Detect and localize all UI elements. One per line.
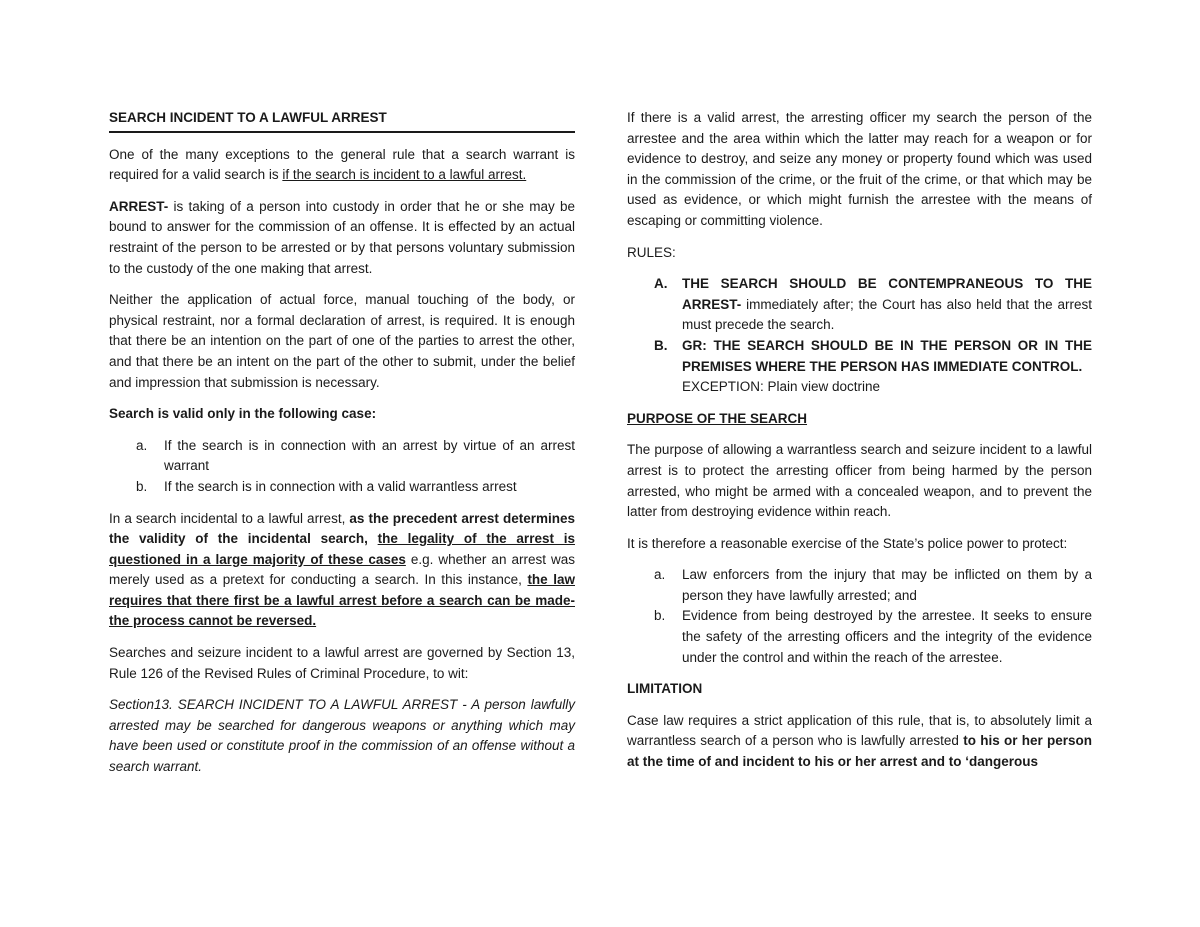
- incidental-text-2: e.g. whether an arrest was merely used as a pretext for conducting a search. In this instance,: [109, 551, 575, 588]
- rules-list: [627, 274, 1092, 398]
- left-column: [109, 108, 575, 789]
- arrest-definition-text: is taking of a person into custody in order that he or she may be bound to answer for the commission of an offense. It is effected by an actual restraint of the person to be arrested or by that persons voluntary submission to the custody of the one making that arrest.: [109, 198, 575, 276]
- intro-text: One of the many exceptions to the general rule that a search warrant is required for a valid search is: [109, 146, 575, 183]
- valid-cases-heading: Search is valid only in the following case:: [109, 406, 377, 422]
- list-item: [627, 565, 1092, 606]
- rule-b-bold: GR: THE SEARCH SHOULD BE IN THE PERSON OR IN THE PREMISES WHERE THE PERSON HAS IMMEDIATE CONTROL.: [682, 337, 1092, 374]
- list-marker: B.: [654, 337, 668, 353]
- limitation-bold-text: to his or her person at the time of and incident to his or her arrest and to ‘dangerous: [627, 733, 1092, 770]
- police-power-paragraph: It is therefore a reasonable exercise of the State’s police power to protect:: [627, 535, 1068, 551]
- purpose-paragraph: The purpose of allowing a warrantless search and seizure incident to a lawful arrest is to protect the arresting officer from being harmed by the person arrested, who might be armed with a concealed weapon, and to prevent the latter from destroying evidence within reach.: [627, 442, 1092, 520]
- list-item-text: Law enforcers from the injury that may be inflicted on them by a person they have lawfully arrested; and: [682, 567, 1092, 603]
- neither-paragraph: Neither the application of actual force, manual touching of the body, or physical restraint, nor a formal declaration of arrest, is required. It is enough that there be an intention on the part of one of the parties to arrest the other, and that there be an intent on the part of the other to submit, under the belief and impression that submission is necessary.: [109, 292, 575, 390]
- right-column: [627, 108, 1092, 784]
- title-underline-rule: [109, 131, 575, 133]
- limitation-paragraph: [627, 711, 1092, 773]
- rule-a-text: immediately after; the Court has also held that the arrest must precede the search.: [682, 296, 1092, 333]
- protect-list: [627, 565, 1092, 668]
- list-item: [627, 336, 1092, 398]
- incidental-space: [368, 531, 378, 546]
- list-item-text: If the search is in connection with a valid warrantless arrest: [164, 478, 517, 494]
- governed-paragraph: Searches and seizure incident to a lawful arrest are governed by Section 13, Rule 126 of the Revised Rules of Criminal Procedure, to wit:: [109, 645, 575, 681]
- incidental-paragraph: [109, 509, 575, 633]
- list-item: [109, 477, 575, 498]
- intro-paragraph: [109, 145, 575, 186]
- list-marker: a.: [136, 437, 148, 453]
- list-item: [627, 606, 1092, 668]
- list-item-text: If the search is in connection with an arrest by virtue of an arrest warrant: [164, 437, 575, 474]
- limitation-text: Case law requires a strict application of this rule, that is, to absolutely limit a warrantless search of a person who is lawfully arrested: [627, 712, 1092, 749]
- list-item: [109, 436, 575, 477]
- incidental-bold-underlined-1: the legality of the arrest is questioned in a large majority of these cases: [109, 531, 575, 567]
- intro-underlined-text: if the search is incident to a lawful arrest.: [282, 167, 527, 183]
- section-quote: Section13. SEARCH INCIDENT TO A LAWFUL ARREST - A person lawfully arrested may be searched for dangerous weapons or anything which may have been used or constitute proof in the commission of an offense without a search warrant.: [109, 697, 575, 775]
- limitation-heading: LIMITATION: [627, 681, 703, 697]
- incidental-bold-underlined-2: the law requires that there first be a lawful arrest before a search can be made- the process cannot be reversed.: [109, 572, 575, 629]
- list-item-text: Evidence from being destroyed by the arrestee. It seeks to ensure the safety of the arresting officers and the integrity of the evidence under the control and within the reach of the arrestee.: [682, 608, 1092, 665]
- list-marker: A.: [654, 276, 668, 292]
- rules-label: RULES:: [627, 244, 676, 260]
- purpose-heading: PURPOSE OF THE SEARCH: [627, 410, 808, 426]
- valid-arrest-paragraph: If there is a valid arrest, the arresting officer my search the person of the arrestee and the area within which the latter may reach for a weapon or for evidence to destroy, and seize any money or property found which was used in the commission of the crime, or the fruit of the crime, or that which may be used as evidence, or which might furnish the arrestee with the means of escaping or committing violence.: [627, 110, 1092, 228]
- arrest-definition: [109, 197, 575, 279]
- rule-b-exception: EXCEPTION: Plain view doctrine: [682, 379, 881, 395]
- section-title: SEARCH INCIDENT TO A LAWFUL ARREST: [109, 110, 387, 125]
- valid-cases-list: [109, 436, 575, 498]
- list-marker: a.: [654, 567, 666, 583]
- incidental-bold-1: as the precedent arrest determines the validity of the incidental search,: [109, 510, 575, 547]
- arrest-term: ARREST-: [109, 198, 169, 214]
- list-marker: b.: [136, 478, 148, 494]
- list-item: [627, 274, 1092, 336]
- incidental-text-1: In a search incidental to a lawful arrest,: [109, 510, 350, 526]
- list-marker: b.: [654, 608, 666, 624]
- rule-a-bold: THE SEARCH SHOULD BE CONTEMPRANEOUS TO THE ARREST-: [682, 276, 1092, 312]
